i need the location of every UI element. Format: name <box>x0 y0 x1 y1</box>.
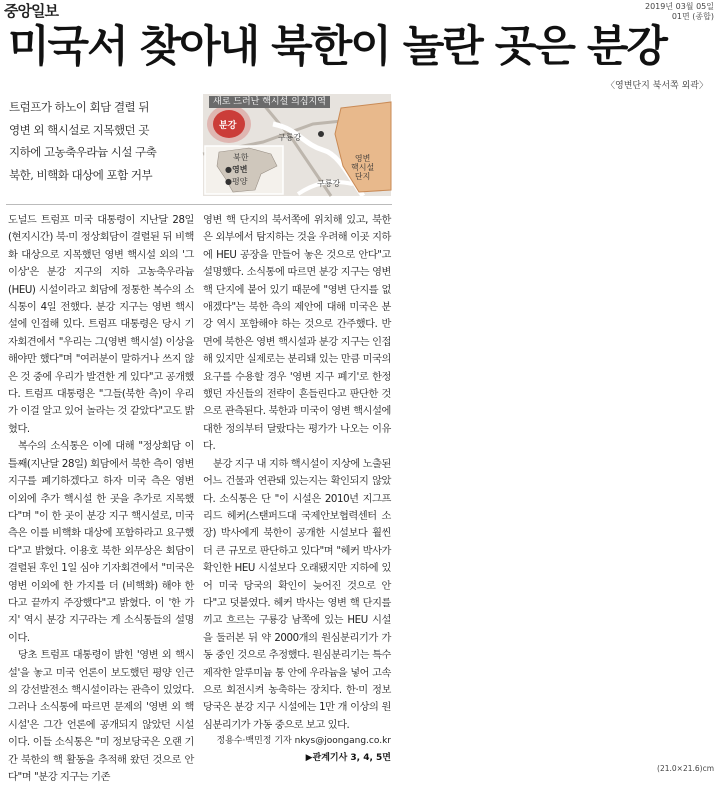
map-title: 새로 드러난 핵시설 의심지역 <box>209 96 330 108</box>
river-label: 구룡강 <box>278 133 302 142</box>
publication-date: 2019년 03월 05일 <box>645 2 714 11</box>
article-paragraph: 당초 트럼프 대통령이 밝힌 '영변 외 핵시설'을 놓고 미국 언론이 보도했던 평양 인근의 강선발전소 핵시설이라는 관측이 있었다. 그러나 소식통에 따르면 문제의 '영변 외 핵시설'은 그간 언론에 공개되지 않았던 시설이다. 이들 소식통은 "미 정보당국은 오랜 기간 북한의 핵 활동을 추적해 왔던 것으로 안다"며 "분강 지구는 기존 <box>8 650 194 783</box>
newspaper-masthead: 중앙일보 <box>4 2 58 20</box>
bungang-label: 분강 <box>219 121 237 131</box>
complex-label-line: 단지 <box>354 172 371 181</box>
page-number: 01면 (종합) <box>671 12 714 21</box>
teaser-line: 트럼프가 하노이 회담 결렬 뒤 <box>9 100 149 114</box>
river-label: 구룡강 <box>317 179 341 188</box>
article-paragraph: 도널드 트럼프 미국 대통령이 지난달 28일(현지시간) 북·미 정상회담이 결렬된 뒤 비핵화 대상으로 지목했던 영변 핵시설 외의 '그 이상'은 분강 지구의 지하 고농축우라늄(HEU) 시설이라고 회담에 정통한 복수의 소식통이 4일 전했다. 분강 지구는 영변 핵시설에 인접해 있다. 트럼프 대통령은 당시 기자회견에서 "우리는 그(영변 핵시설) 이상을 해야만 했다"며 "여러분이 말하거나 쓰지 않은 것 중에 우리가 발견한 게 있다"고 공개했다. 트럼프 대통령은 "그들(북한 측)이 우리가 이걸 알고 있어 놀라는 것 같았다"고도 밝혔다. <box>8 215 194 435</box>
dateline <box>645 2 714 22</box>
related-articles-link: ▶관계기사 3, 4, 5면 <box>305 753 391 763</box>
complex-label-line: 영변 <box>354 154 371 163</box>
teaser-summary <box>9 96 195 186</box>
yongbyon-complex-label <box>351 154 374 181</box>
section-divider <box>6 204 392 205</box>
article-paragraph: 분강 지구 내 지하 핵시설이 지상에 노출된 어느 건물과 연관돼 있는지는 확인되지 않았다. 소식통은 단 "이 시설은 2010년 지그프리드 헤커(스탠퍼드대 국제안보협력센터 소장) 박사에게 북한이 공개한 시설보다 훨씬 더 큰 규모로 판단하고 있다"며 "헤커 박사가 확인한 HEU 시설보다 오래됐지만 지하에 있어 미국 당국의 확인이 늦어진 것으로 안다"고 덧붙였다. 헤커 박사는 영변 핵 단지를 끼고 흐르는 구룡강 남쪽에 있는 HEU 시설을 둘러본 뒤 약 2000개의 원심분리기가 가동 중인 것으로 추정했다. 원심분리기는 특수 제작한 알루미늄 통 안에 우라늄을 넣어 고속으로 회전시켜 농축하는 장치다. 한·미 정보당국은 분강 지구 시설에는 1만 개 이상의 원심분리기가 가동 중으로 보고 있다. <box>203 458 391 731</box>
reporter-byline: 정용수·백민정 기자 nkys@joongang.co.kr <box>216 736 391 746</box>
article-paragraph: 영변 핵 단지의 북서쪽에 위치해 있고, 북한은 외부에서 탐지하는 것을 우려해 이곳 지하에 HEU 공장을 만들어 놓은 것으로 안다"고 설명했다. 소식통에 따르면 분강 지구는 영변 핵 단지에 붙어 있기 때문에 "영변 단지를 없애겠다"는 북한 측의 제안에 대해 미국은 분강 역시 포함해야 하는 것으로 간주했다. 반면에 북한은 영변 핵시설과 분강 지구는 인접해 있지만 실제로는 분리돼 있는 만큼 미국의 요구를 수용할 경우 '영변 지구 폐기'로 한정했던 자신들의 전략이 흔들린다고 판단한 것으로 관측된다. 북한과 미국이 영변 핵시설에 대한 정의부터 달랐다는 평가가 나오는 이유다. <box>203 215 391 453</box>
article-column-left <box>8 212 194 786</box>
yongbyon-marker <box>318 131 324 137</box>
teaser-line: 지하에 고농축우라늄 시설 구축 <box>9 145 157 159</box>
inset-north-label: 북한 <box>233 153 249 162</box>
complex-label-line: 핵시설 <box>351 163 375 172</box>
article-paragraph: 복수의 소식통은 이에 대해 "정상회담 이틀째(지난달 28일) 회담에서 북한 측이 영변 지구를 폐기하겠다고 하자 미국 측은 영변 이외에 추가 핵시설 한 곳을 추가로 지목했다"며 "이 한 곳이 분강 지구 핵시설로, 미국 측은 이를 비핵화 대상에 포함하라고 요구했다"고 밝혔다. 이용호 북한 외무상은 회담이 결렬된 후인 1일 심야 기자회견에서 "미국은 영변 이외에 한 가지를 더 (비핵화) 해야 한다고 끝까지 주장했다"고 밝혔다. 이 '한 가지' 역시 분강 지구라는 게 소식통들의 설명이다. <box>8 441 194 644</box>
location-map <box>203 94 391 196</box>
inset-yongbyon-label: ●영변 <box>225 165 248 174</box>
teaser-line: 영변 외 핵시설로 지목했던 곳 <box>9 122 149 137</box>
teaser-line: 북한, 비핵화 대상에 포함 거부 <box>9 167 153 182</box>
subheadline: 〈영변단지 북서쪽 외곽〉 <box>606 81 708 91</box>
article-column-right <box>203 212 391 734</box>
clipping-size: (21.0×21.6)cm <box>657 764 714 773</box>
inset-pyongyang-label: ●평양 <box>225 177 248 186</box>
headline: 미국서 찾아내 북한이 놀란 곳은 분강 <box>8 22 666 72</box>
